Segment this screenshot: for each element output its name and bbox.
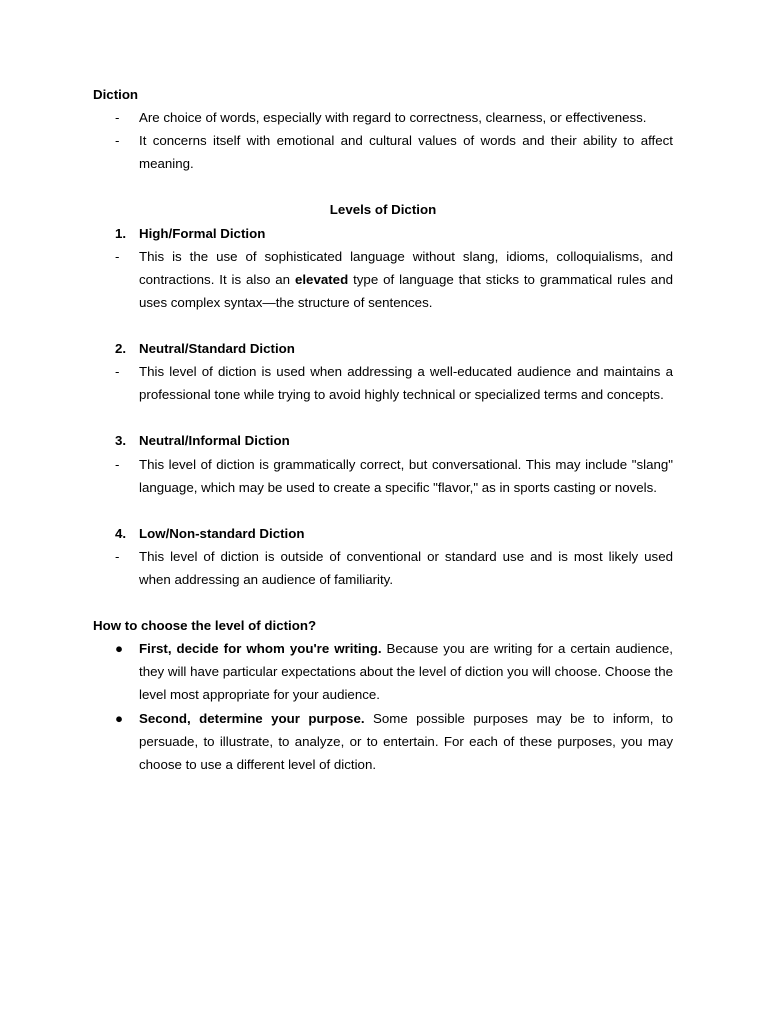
level-description-2 (93, 360, 673, 406)
spacer (93, 406, 673, 429)
level-text: This level of diction is outside of conventional or standard use and is most likely used when addressing an audience of familiarity. (139, 548, 673, 587)
tip-text: Because you are writing for a certain audience, they will have particular expectations about the level of diction you will choose. Choose the level most appropriate for your audience. (139, 641, 673, 703)
level-title: Neutral/Informal Diction (139, 433, 290, 449)
dash-marker: - (115, 248, 120, 264)
level-heading-4 (93, 522, 673, 545)
spacer (93, 499, 673, 522)
level-heading-2 (93, 337, 673, 360)
dash-marker: - (115, 548, 120, 564)
level-number: 4. (115, 525, 127, 541)
tip-item-2 (93, 707, 673, 776)
level-description-3 (93, 453, 673, 499)
level-text: This level of diction is grammatically correct, but conversational. This may include "slang" language, which may be used to create a specific "flavor," as in sports casting or novels. (139, 456, 673, 495)
definition-text: Are choice of words, especially with regard to correctness, clearness, or effectiveness. (139, 110, 647, 126)
tip-text: Some possible purposes may be to inform, to persuade, to illustrate, to analyze, or to entertain. For each of these purposes, you may choose to use a different level of diction. (139, 710, 673, 772)
tip-lead: First, decide for whom you're writing. (139, 641, 382, 657)
level-description-1 (93, 245, 673, 314)
spacer (93, 175, 673, 198)
definition-item (93, 106, 673, 129)
spacer (93, 591, 673, 614)
level-text-emphasis: elevated (294, 271, 349, 287)
level-title: Neutral/Standard Diction (139, 341, 295, 357)
section-title-diction: Diction (93, 87, 139, 102)
levels-heading: Levels of Diction (329, 202, 437, 218)
level-number: 3. (115, 433, 127, 449)
level-text: This is the use of sophisticated language without slang, idioms, colloquialisms, and contractions. It is also an (139, 248, 673, 287)
level-text: This level of diction is used when addressing a well-educated audience and maintains a professional tone while trying to avoid highly technical or specialized terms and concepts. (139, 364, 673, 403)
definition-text: It concerns itself with emotional and cultural values of words and their ability to affect meaning. (139, 133, 673, 172)
dash-marker: - (115, 133, 120, 149)
bullet-icon: ● (115, 641, 124, 657)
level-text: type of language that sticks to grammatical rules and uses complex syntax—the structure of sentences. (139, 271, 673, 310)
tip-lead: Second, determine your purpose. (139, 710, 365, 726)
level-number: 1. (115, 225, 127, 241)
level-title: High/Formal Diction (139, 225, 266, 241)
dash-marker: - (115, 110, 120, 126)
definition-item (93, 129, 673, 175)
spacer (93, 314, 673, 337)
document-body (93, 83, 673, 776)
level-number: 2. (115, 341, 127, 357)
how-to-heading: How to choose the level of diction? (93, 618, 317, 634)
level-heading-1 (93, 222, 673, 245)
dash-marker: - (115, 456, 120, 472)
level-description-4 (93, 545, 673, 591)
level-title: Low/Non-standard Diction (139, 525, 305, 541)
tip-item-1 (93, 637, 673, 706)
level-heading-3 (93, 429, 673, 452)
dash-marker: - (115, 364, 120, 380)
bullet-icon: ● (115, 710, 124, 726)
